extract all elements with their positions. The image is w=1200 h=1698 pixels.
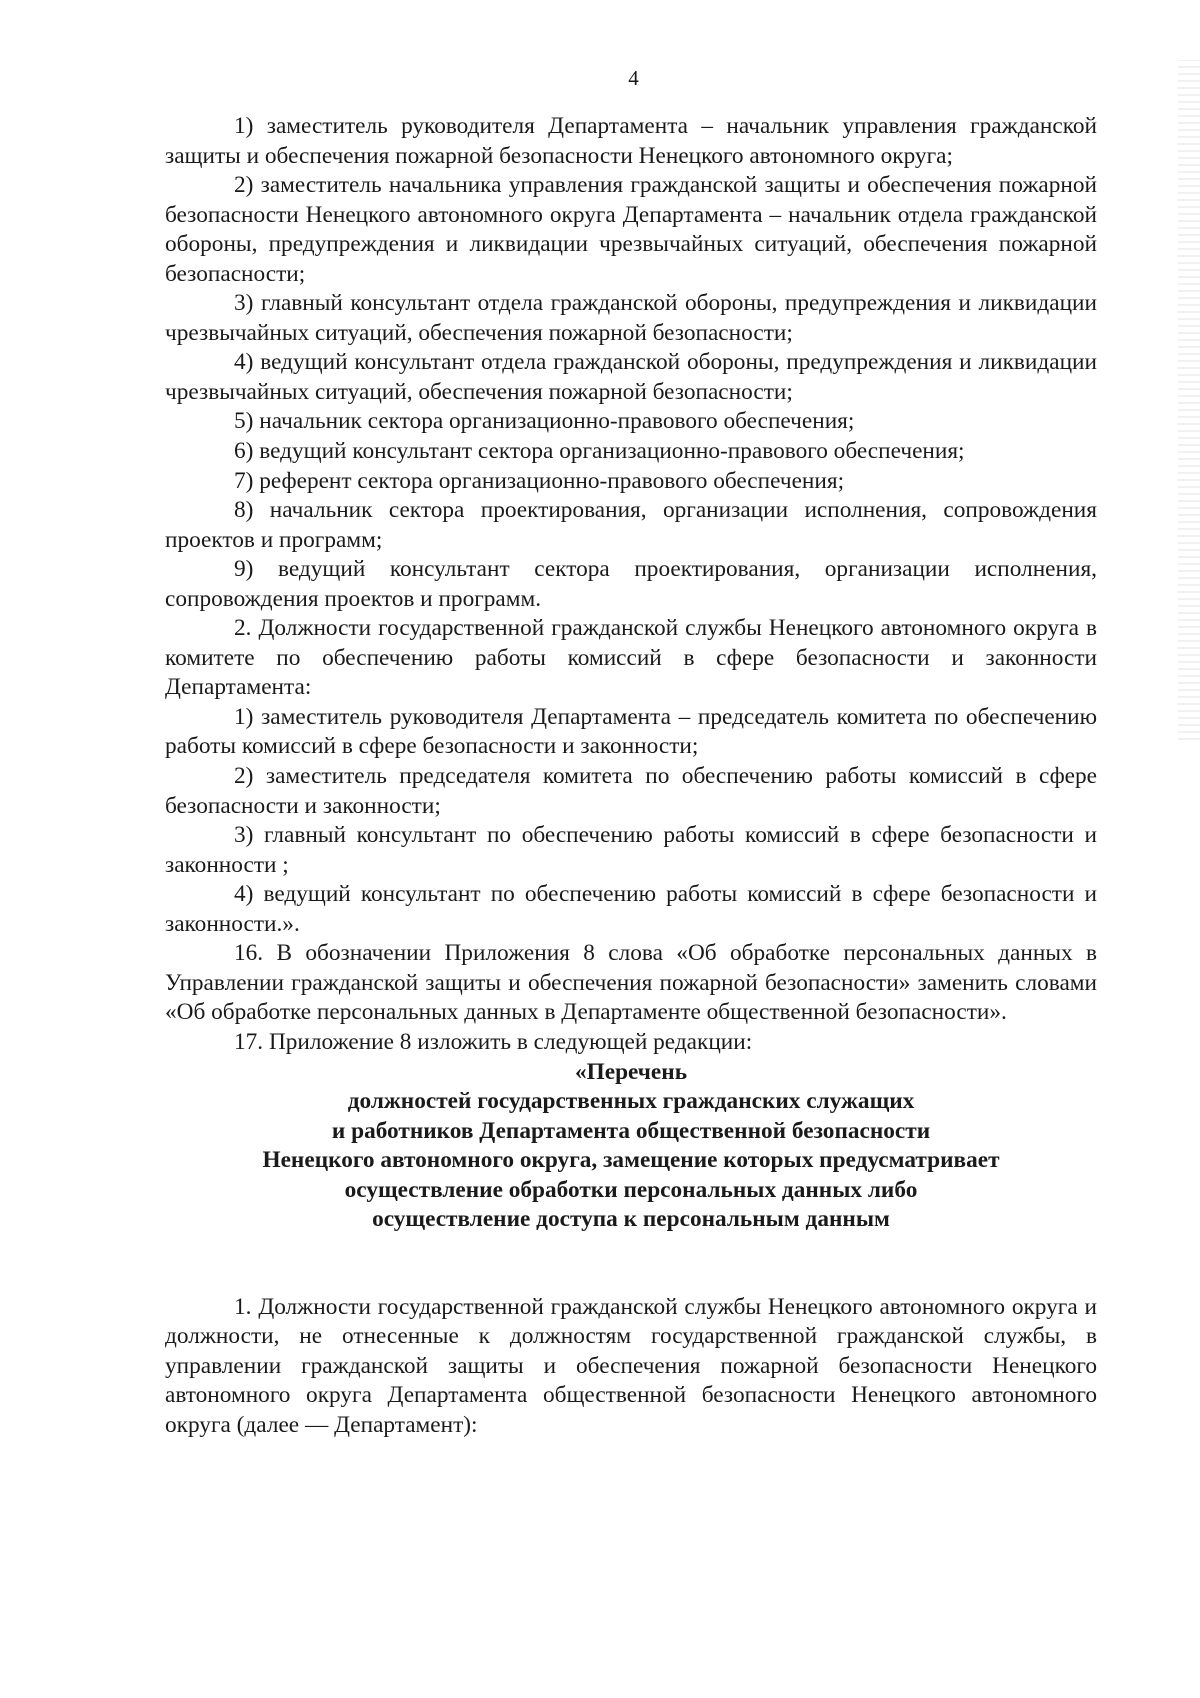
paragraph: 4) ведущий консультант отдела гражданской обороны, предупреждения и ликвидации чрезвычайных ситуаций, обеспечения пожарной безопасности; bbox=[165, 349, 1097, 405]
spacer bbox=[165, 1235, 1097, 1293]
paragraph: 9) ведущий консультант сектора проектирования, организации исполнения, сопровождения проектов и программ. bbox=[165, 556, 1097, 612]
paragraph: 2) заместитель председателя комитета по обеспечению работы комиссий в сфере безопасности и законности; bbox=[165, 763, 1097, 819]
paragraph: 2) заместитель начальника управления гражданской защиты и обеспечения пожарной безопасности Ненецкого автономного округа Департамента – начальник отдела гражданской обороны, предупреждения и ликвидации чрезвычайных ситуаций, обеспечения пожарной безопасности; bbox=[165, 172, 1097, 287]
scan-binding-edge bbox=[1178, 60, 1200, 740]
title-line: и работников Департамента общественной безопасности bbox=[331, 1117, 931, 1144]
page-number: 4 bbox=[628, 66, 639, 90]
paragraph: 1) заместитель руководителя Департамента – начальник управления гражданской защиты и обеспечения пожарной безопасности Ненецкого автономного округа; bbox=[165, 113, 1097, 169]
paragraph: 2. Должности государственной гражданской службы Ненецкого автономного округа в комитете по обеспечению работы комиссий в сфере безопасности и законности Департамента: bbox=[165, 615, 1097, 701]
paragraph: 4) ведущий консультант по обеспечению работы комиссий в сфере безопасности и законности.». bbox=[165, 881, 1097, 937]
paragraph: 17. Приложение 8 изложить в следующей редакции: bbox=[234, 1028, 753, 1055]
paragraph: 8) начальник сектора проектирования, организации исполнения, сопровождения проектов и программ; bbox=[165, 497, 1097, 553]
paragraph: 3) главный консультант по обеспечению работы комиссий в сфере безопасности и законности ; bbox=[165, 822, 1097, 878]
title-line: Ненецкого автономного округа, замещение которых предусматривает bbox=[262, 1147, 1000, 1174]
document-body bbox=[165, 112, 1097, 1441]
paragraph: 1. Должности государственной гражданской службы Ненецкого автономного округа и должности, не отнесенные к должностям государственной гражданской службы, в управлении гражданской защиты и обеспечения пожарной безопасности Ненецкого автономного округа Департамента общественной безопасности Ненецкого автономного округа (далее — Департамент): bbox=[165, 1293, 1097, 1438]
appendix-title bbox=[165, 1058, 1097, 1235]
paragraph: 5) начальник сектора организационно-правового обеспечения; bbox=[234, 408, 855, 435]
paragraph: 3) главный консультант отдела гражданской обороны, предупреждения и ликвидации чрезвычайных ситуаций, обеспечения пожарной безопасности; bbox=[165, 290, 1097, 346]
title-line: осуществление обработки персональных данных либо bbox=[344, 1176, 918, 1203]
paragraph: 1) заместитель руководителя Департамента – председатель комитета по обеспечению работы комиссий в сфере безопасности и законности; bbox=[165, 703, 1097, 760]
title-line: «Перечень bbox=[574, 1058, 688, 1085]
title-line: осуществление доступа к персональным данным bbox=[372, 1206, 890, 1233]
paragraph: 7) референт сектора организационно-правового обеспечения; bbox=[234, 467, 845, 494]
paragraph: 6) ведущий консультант сектора организационно-правового обеспечения; bbox=[234, 438, 965, 465]
paragraph: 16. В обозначении Приложения 8 слова «Об обработке персональных данных в Управлении гражданской защиты и обеспечения пожарной безопасности» заменить словами «Об обработке персональных данных в Департаменте общественной безопасности». bbox=[165, 940, 1097, 1026]
title-line: должностей государственных гражданских служащих bbox=[347, 1088, 915, 1115]
